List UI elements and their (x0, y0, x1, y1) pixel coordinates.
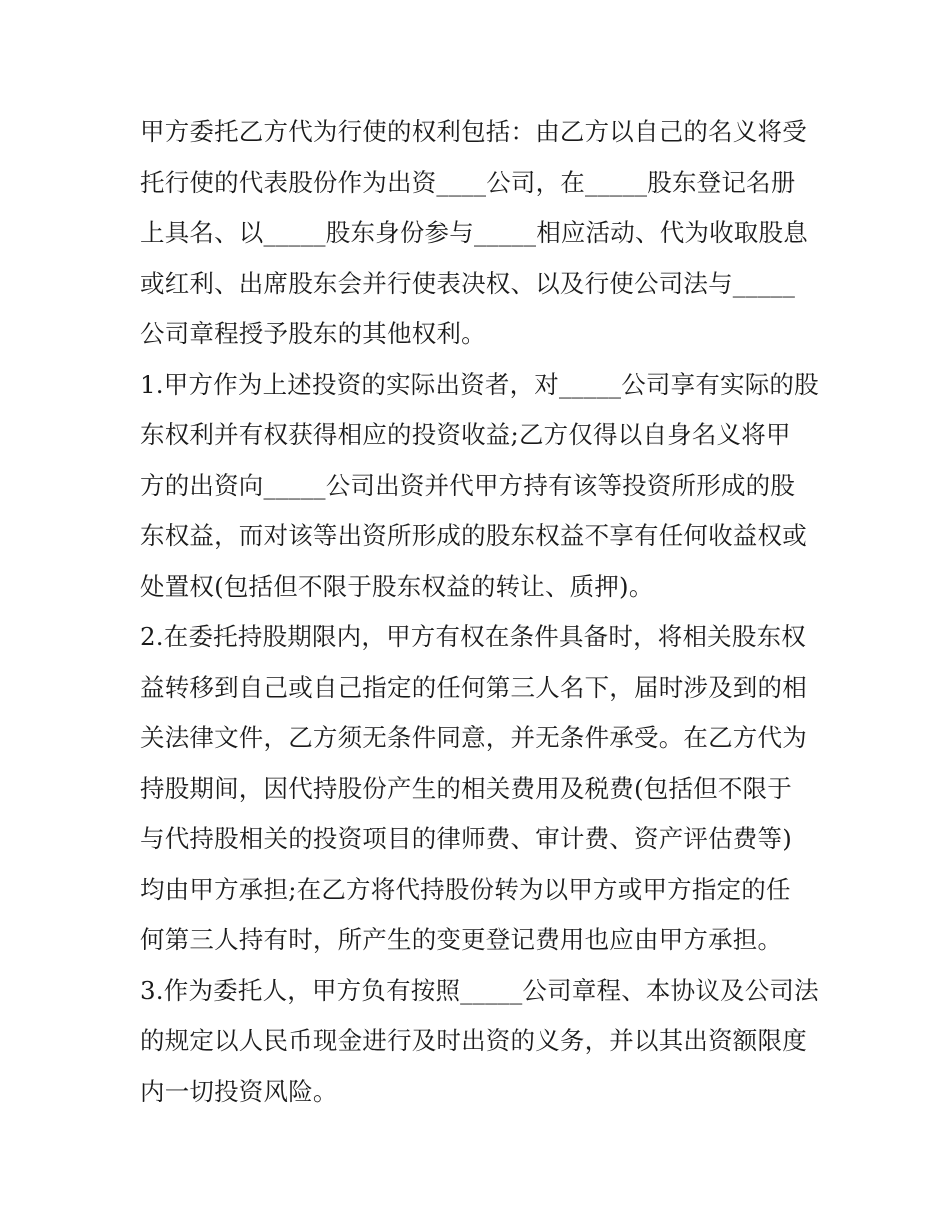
text-line: 东权益，而对该等出资所形成的股东权益不享有任何收益权或 (140, 521, 807, 550)
text-line: 东权利并有权获得相应的投资收益;乙方仅得以自身名义将甲 (140, 420, 791, 449)
text-line: 1.甲方作为上述投资的实际出资者，对_____公司享有实际的股 (140, 369, 819, 399)
text-line: 均由甲方承担;在乙方将代持股份转为以甲方或甲方指定的任 (140, 874, 791, 904)
text-line: 与代持股相关的投资项目的律师费、审计费、资产评估费等) (140, 824, 792, 853)
text-line: 关法律文件，乙方须无条件同意，并无条件承受。在乙方代为 (140, 723, 807, 752)
text-line: 的规定以人民币现金进行及时出资的义务，并以其出资额限度 (140, 1026, 807, 1055)
text-line: 持股期间，因代持股份产生的相关费用及税费(包括但不限于 (140, 773, 792, 803)
text-line: 甲方委托乙方代为行使的权利包括：由乙方以自己的名义将受 (140, 117, 807, 146)
text-line: 托行使的代表股份作为出资____公司，在_____股东登记名册 (140, 167, 796, 197)
text-line: 或红利、出席股东会并行使表决权、以及行使公司法与_____ (140, 268, 796, 298)
text-line: 益转移到自己或自己指定的任何第三人名下，届时涉及到的相 (140, 672, 807, 702)
text-line: 方的出资向_____公司出资并代甲方持有该等投资所形成的股 (140, 470, 796, 500)
document-body (140, 107, 819, 1117)
text-line: 上具名、以_____股东身份参与_____相应活动、代为收取股息 (140, 218, 808, 247)
text-line: 2.在委托持股期限内，甲方有权在条件具备时，将相关股东权 (140, 622, 806, 651)
text-line: 何第三人持有时，所产生的变更登记费用也应由甲方承担。 (140, 925, 783, 954)
text-line: 3.作为委托人，甲方负有按照_____公司章程、本协议及公司法 (140, 975, 819, 1005)
text-line: 公司章程授予股东的其他权利。 (140, 319, 486, 348)
text-line: 内一切投资风险。 (140, 1076, 338, 1106)
text-line: 处置权(包括但不限于股东权益的转让、质押)。 (140, 571, 654, 601)
